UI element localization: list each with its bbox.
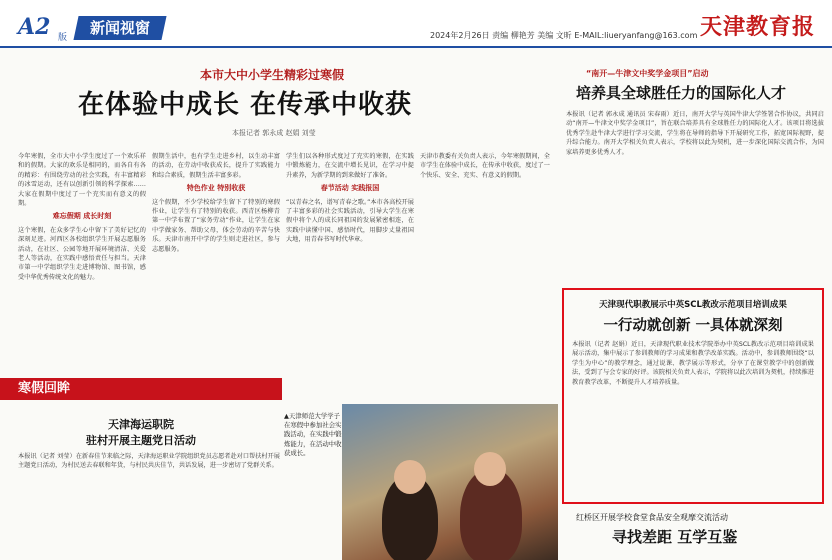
section-title-text: 新闻视窗 [90, 19, 151, 37]
newspaper-logo: 天津教育报 [700, 14, 816, 40]
lead-headline: 在体验中成长 在传承中收获 [78, 90, 413, 120]
lead-col3-text: 学生们以各种形式度过了充实的寒假，在实践中锻炼能力，在交流中增长见识，在学习中提升素养，为新学期的到来做好了准备。 [286, 153, 414, 179]
section-title [73, 16, 166, 40]
lead-col1-subhead: 难忘假期 成长时刻 [52, 212, 112, 221]
lead-column-1 [18, 152, 146, 374]
bottom-headline: 寻找差距 互学互鉴 [612, 528, 738, 546]
lead-photo [342, 404, 558, 560]
lead-kicker: 本市大中小学生精彩过寒假 [200, 68, 345, 82]
bottom-kicker: 红桥区开展学校食堂食品安全观摩交流活动 [576, 513, 728, 522]
winter-story-body: 本报讯（记者 刘莹）在新春佳节来临之际，天津海运职业学院组织党员志愿者赴对口帮扶村开展主题党日活动，为村民送去春联和年货，与村民共庆佳节，共话发展，进一步密切了党群关系。 [18, 453, 280, 470]
box-kicker: 天津现代职教展示中英SCL教改示范项目培训成果 [599, 300, 787, 310]
lead-col3-subhead: 春节活动 实践报国 [320, 184, 380, 193]
box-body: 本报讯（记者 赵娟）近日，天津现代职业技术学院举办中英SCL教改示范项目培训成果展示活动，集中展示了参训教师的学习成果和教学改革实践。活动中，参训教师围绕“以学生为中心”的教学理念，通过说课、教学展示等形式，分享了在课堂教学中的创新做法，受到了与会专家的好评。该院相关负责人表示，学院将以此次培训为契机，持续推进教育教学改革，不断提升人才培养质量。 [572, 341, 814, 386]
section-number: A2 [18, 14, 51, 40]
right-top-kicker: “南开—牛津文中奖学金项目”启动 [586, 69, 709, 78]
lead-column-3 [286, 152, 414, 398]
lead-byline: 本报记者 郭永成 赵娟 刘莹 [232, 129, 316, 137]
winter-story-headline-2: 驻村开展主题党日活动 [86, 434, 196, 447]
photo-face-right [474, 452, 506, 486]
lead-col2-subhead: 特色作业 特别收获 [186, 184, 246, 193]
box-headline: 一行动就创新 一具体就深刻 [603, 318, 783, 334]
photo-face-left [394, 460, 426, 494]
lead-col3b-text: “以青春之名，谱写青春之歌。”本市各高校开展了丰富多彩的社会实践活动，引导大学生在寒假中将个人的成长同祖国的发展紧密相连，在实践中读懂中国、感悟时代，用脚步丈量祖国大地，用青春书写时代华章。 [286, 198, 414, 244]
lead-column-4 [420, 152, 550, 398]
page-masthead [0, 0, 832, 48]
section-ban-label: 版 [58, 33, 68, 43]
highlighted-article-box [562, 288, 824, 504]
lead-column-2 [152, 152, 280, 374]
issue-meta: 2024年2月26日 责编 柳艳芳 美编 文昕 E-MAIL:liueryanfang@163.com [430, 31, 698, 40]
lead-col1b-text: 这个寒假，在众多学生心中留下了美好记忆的深刻足迹。河西区各校组织学生开展志愿服务活动，在社区、公园等地开展环境清洁、关爱老人等活动，在实践中感悟责任与担当。天津市第一中学组织学生走进博物馆、图书馆，感受中华优秀传统文化的魅力。 [18, 226, 146, 281]
winter-story-headline-1: 天津海运职院 [108, 418, 174, 431]
photo-caption: ▲天津师范大学学子在寒假中参加社会实践活动，在实践中锻炼能力，在活动中收获成长。 [284, 412, 342, 457]
right-top-headline: 培养具全球胜任力的国际化人才 [576, 84, 787, 102]
lead-col2-text: 假期生活中，也有学生走进乡村，以生动丰富的活动，在劳动中收获成长，提升了实践能力和综合素质，假期生活丰富多彩。 [152, 153, 280, 179]
lead-col4-text: 天津市教委有关负责人表示，今年寒假期间，全市学生在体验中成长，在传承中收获，度过了一个快乐、安全、充实、有意义的假期。 [420, 153, 550, 179]
winter-review-band: 寒假回眸 [0, 378, 282, 400]
right-top-body: 本报讯（记者 郭永成 通讯员 宋春雨）近日，南开大学与英国牛津大学签署合作协议，共同启动“南开—牛津文中奖学金项目”，旨在联合培养具有全球胜任力的国际化人才。该项目将选拔优秀学生赴牛津大学进行学习交流，学生将在导师的指导下开展研究工作，拓宽国际视野，提升综合能力。南开大学相关负责人表示，学校将以此为契机，进一步深化国际交流合作，为国家培养更多优秀人才。 [566, 111, 824, 156]
lead-col1-text: 今年寒假，全市大中小学生度过了一个欢乐祥和的假期。大家的欢乐是相同的，而各自有各的精彩：有围绕劳动的社会实践，有丰富精彩的冰雪运动，还有以创新引领的科学探索……大家在假期中度过了一个充实而有意义的假期。 [18, 153, 146, 208]
lead-col2b-text: 这个假期，不少学校给学生留下了特别的寒假作业，让学生有了特别的收获。西青区杨柳青第一中学布置了“家务劳动”作业，让学生在家中学做家务、帮助父母，体会劳动的辛苦与快乐。天津市南开中学的学生则走进社区，参与志愿服务。 [152, 198, 280, 253]
